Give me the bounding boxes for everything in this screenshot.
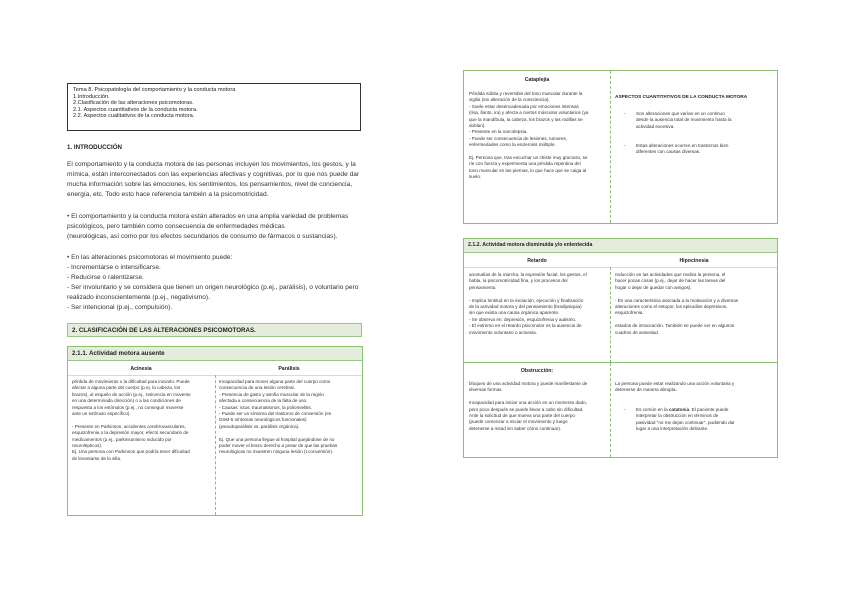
actividad-ausente-title: 2.1.1. Actividad motora ausente [68, 347, 362, 361]
retardo-title: Retardo [527, 258, 547, 264]
intro-heading: 1. INTRODUCCIÓN [67, 144, 123, 151]
intro-paragraph-2: • El comportamiento y la conducta motora están alterados en una amplia variedad de problemas psicológicos, pero también como consecuencia de enfermedades médicas (neurológicas, así como por los efectos secundarios de consumo de fármacos o sustancias). [67, 213, 349, 240]
cataplejia-text: Pérdida súbita y reversible del tono muscular durante la vigilia (sin alteración de la consciencia). - Suele estar desencadenada por emociones intensas (risa, llanto, ira) y afecta a ciertos músculos voluntarios (ya que la mandíbula, la cabeza, los brazos y las rodillas se doblan). - Presente en la narcolepsia. - Puede ser consecuencia de lesiones, tumores, enfermedades como la esclerosis múltiple. Ej. Persona que, tras escuchar un chiste muy gracioso, se ríe con fuerza y experimenta una pérdida repentina del tono muscular en las piernas, lo que hace que se caiga al suelo. [469, 91, 589, 180]
cuantitativos-bullet-1: - Son alteraciones que varían en un continuo desde la ausencia total de movimiento hasta la actividad excesiva. [624, 111, 732, 129]
actividad-ausente-box [67, 346, 363, 516]
catatonia-keyword: catatonía [668, 407, 690, 412]
column-divider [610, 267, 611, 363]
toc-line: 2.2. Aspectos cualitativos de la conducta motora. [73, 113, 195, 120]
cataplejia-title: Cataplejía [524, 77, 550, 83]
toc-box [67, 83, 361, 131]
column-divider [215, 375, 216, 515]
obstruccion-title: Obstrucción: [520, 368, 554, 374]
column-divider [610, 363, 611, 457]
retardo-text: anomalías de la marcha, la expresión facial, los gestos, el habla, la psicomotricidad fina, y los procesos del pensamiento. - Implica lentitud en la iniciación, ejecución y finalización de la actividad motora y del pensamiento (bradipsiquia) sin que exista una causa orgánica aparente. - Se observa en: depresión, esquizofrenia y autismo. - El extremo en el retardo psicomotor es la ausencia de movimiento voluntario o acinesia. [469, 272, 587, 335]
obstruccion-text: bloqueo de una actividad motora y puede manifestarse de diversas formas. Incapacidad para iniciar una acción en un momento dado, pero poco después se puede llevar a cabo sin dificultad. Ante la solicitud de que mueva una parte del cuerpo (puede comenzar a iniciar el movimiento y luego detenerse a mitad sin saber cómo continuar). [469, 381, 588, 431]
actividad-disminuida-box [463, 238, 778, 364]
intro-paragraph-3: • En las alteraciones psicomotoras el movimiento puede: - Incrementarse o intensificarse. - Reducirse o ralentizarse. - Ser involuntario y se considera que tienen un origen neurológico (p.ej., parálisis), o voluntario pero realizado inconscientemente (p.ej., negativismo). - Ser intencional (p.ej., compulsión). [67, 254, 359, 311]
actividad-disminuida-title: 2.1.2. Actividad motora disminuida y/o enlentecida [464, 239, 777, 253]
intro-paragraph-1: El comportamiento y la conducta motora de las personas incluyen los movimientos, los gestos, y la mímica, están interconectados con las experiencias afectivas y cognitivas, por lo que nos puede dar mucha información sobre las emociones, los sentimientos, los pensamientos, nivel de conciencia, energía, etc. Todo esto hace referencia también a la psicomotricidad. [67, 161, 360, 198]
cataplejia-box [463, 70, 778, 224]
column-divider [610, 71, 611, 223]
obstruccion-box [463, 362, 778, 458]
cuantitativos-bullet-2: - Estas alteraciones ocurren en trastornos bien diferentes con causas diversas. [624, 143, 729, 155]
hipocinesia-text: reducción en las actividades que realiza la persona, el hacer pocas cosas (p.ej., dejar de hacer las tareas del hogar o dejar de quedar con amigos). - Es una característica asociada a la motivación y a diversas alteraciones como el estupor, los episodios depresivos, esquizofrenia. estados de intoxicación. También se puede ver en algunos cuadros de ansiedad. [615, 272, 739, 335]
acinesia-text: pérdida de movimiento o la dificultad para iniciarlo. Puede afectar a alguna parte del cuerpo (p.ej. la cabeza, los brazos), al esquelo de acción (p.ej., reticencia en moverse en una determinada dirección) o a las condiciones de respuesta a los estímulos (p.ej., no conseguir moverse ante un estímulo específico). - Presente en Parkinson, accidentes cerebrovasculares, esquizofrenia o la depresión mayor, efecto secundario de medicamentos (p.ej., parkinsonismo inducido por neurolépticos). Ej. Una persona con Parkinson que podría tener dificultad de levantarse de la silla. [72, 379, 191, 461]
paralisis-text: Incapacidad para mover alguna parte del cuerpo como consecuencia de una lesión cerebral. - Presencia de gasto y atrofia muscular de la región afectada a consecuencia de la falta de uso. - Causas: ictus, traumatismos, la poliomielitis. - Puede ser un síntoma del trastorno de conversión (en DSM-5 síntomas neurológicos funcionales) (pseudoparálisis vs. parálisis orgánica). Ej. Que una persona llegue al hospital quejándose de no poder mover el brazo derecho a pesar de que las pruebas neurológicas no muestren ninguna lesión (t.conversión). [219, 379, 338, 455]
toc-line: 2.Clasificación de las alteraciones psicomotoras. [73, 100, 194, 107]
cuantitativos-title: ASPECTOS CUANTITATIVOS DE LA CONDUCTA MOTORA [615, 95, 748, 100]
paralisis-title: Parálisis [278, 366, 300, 372]
clasificacion-heading: 2. CLASIFICACIÓN DE LAS ALTERACIONES PSICOMOTORAS. [67, 323, 362, 337]
toc-line: Tema 8. Psicopatología del comportamiento y la conducta motora [73, 87, 236, 93]
obstruccion-right-intro: La persona puede estar realizando una acción voluntaria y detenerse de manera abrupta. [615, 381, 735, 393]
toc-line: 2.1. Aspectos cuantitativos de la conducta motora. [73, 106, 198, 113]
hipocinesia-title: Hipocinesia [679, 258, 709, 264]
acinesia-title: Acinesia [130, 366, 152, 372]
obstruccion-bullet: - Es común en la catatonía. El paciente puede interpretar la obstrucción en términos de pasividad "no me dejan continuar", pudiendo dar lugar a una interpretación delirante. [624, 407, 735, 432]
divider [464, 267, 777, 268]
toc-line: 1.Introducción. [73, 93, 110, 100]
